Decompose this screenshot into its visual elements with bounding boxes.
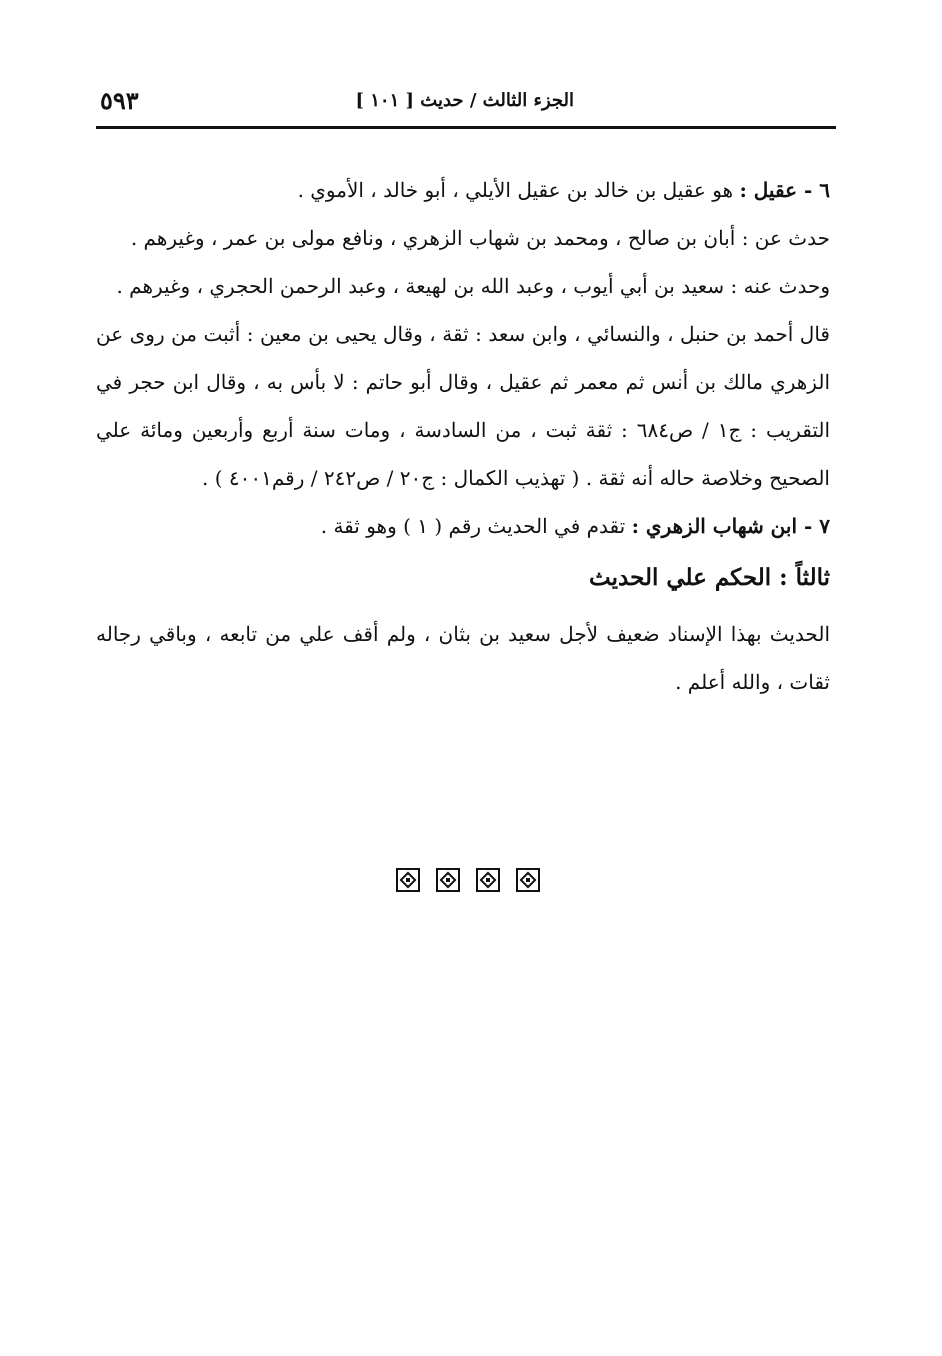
ornament-icon xyxy=(396,868,420,892)
ornament-icon xyxy=(516,868,540,892)
paragraph-text: هو عقيل بن خالد بن عقيل الأيلي ، أبو خالد ، الأموي . xyxy=(297,178,740,202)
scholar-opinions-paragraph xyxy=(96,310,830,502)
narrator-name: ٧ - ابن شهاب الزهري : xyxy=(631,514,830,538)
page-number: ٥٩٣ xyxy=(100,86,139,115)
section-heading: ثالثاً : الحكم علي الحديث xyxy=(589,564,830,591)
page-body xyxy=(96,166,830,706)
ornament-icon xyxy=(436,868,460,892)
page-header xyxy=(96,86,836,126)
paragraph-text: حدث عن : أبان بن صالح ، ومحمد بن شهاب الزهري ، ونافع مولى بن عمر ، وغيرهم . xyxy=(130,226,830,250)
paragraph-text: قال أحمد بن حنبل ، والنسائي ، وابن سعد : ثقة ، وقال يحيى بن معين : أثبت من روى عن الزهري مالك بن أنس ثم معمر ثم عقيل ، وقال أبو حاتم : لا بأس به ، وقال ابن حجر في التقريب : ج١ / ص٦٨٤ : ثقة ثبت ، من السادسة ، ومات سنة أربع وأربعين ومائة علي الصحيح وخلاصة حاله أنه ثقة . ( تهذيب الكمال : ج٢٠ / ص٢٤٢ / رقم٤٠٠١ ) . xyxy=(96,322,830,490)
running-title: الجزء الثالث / حديث [ ١٠١ ] xyxy=(355,90,574,111)
conclusion-paragraph: الحديث بهذا الإسناد ضعيف لأجل سعيد بن بثان ، ولم أقف علي من تابعه ، وباقي رجاله ثقات ، والله أعلم . xyxy=(96,622,830,694)
ornament-icon xyxy=(476,868,500,892)
narrator-entry-aqil xyxy=(96,166,830,214)
narrator-entry-zuhri xyxy=(96,502,830,550)
paragraph-text: تقدم في الحديث رقم ( ١ ) وهو ثقة . xyxy=(320,514,632,538)
paragraph-text: وحدث عنه : سعيد بن أبي أيوب ، وعبد الله بن لهيعة ، وعبد الرحمن الحجري ، وغيرهم . xyxy=(116,274,830,298)
header-rule xyxy=(96,126,836,129)
narrated-from-paragraph xyxy=(96,214,830,262)
narrator-name: ٦ - عقيل : xyxy=(739,178,830,202)
section-end-ornaments xyxy=(396,868,540,896)
narrated-by-paragraph xyxy=(96,262,830,310)
